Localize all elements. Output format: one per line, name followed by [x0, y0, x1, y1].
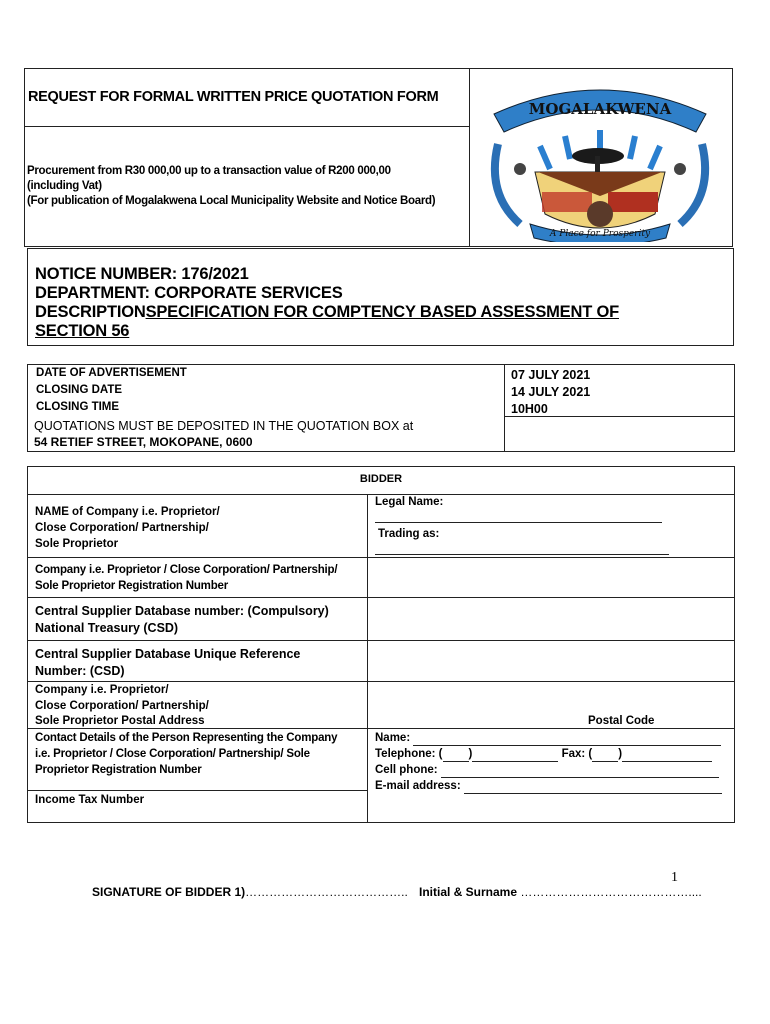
postal-address-label [35, 683, 209, 730]
deposit-instructions [34, 418, 413, 450]
description-label: DESCRIPTION [35, 303, 146, 321]
procurement-line-1: Procurement from R30 000,00 up to a transaction value of R200 000,00 [27, 165, 391, 177]
postal-code-label [588, 714, 728, 729]
csd-number-label [35, 603, 329, 637]
signature-line [92, 885, 408, 899]
initial-surname-label: Initial & Surname [419, 885, 518, 899]
header-divider [469, 68, 470, 247]
page-number: 1 [671, 870, 678, 885]
csd-ref-label-line-2: Number: (CSD) [35, 664, 125, 678]
contact-cell-row [375, 762, 722, 778]
registration-number-label [35, 562, 337, 594]
signature-label: SIGNATURE OF BIDDER 1) [92, 885, 246, 899]
company-name-label-line-1: NAME of Company i.e. Proprietor/ [35, 506, 220, 518]
description-text: SPECIFICATION FOR COMPTENCY BASED ASSESSMENT OF [145, 303, 619, 321]
notice-description [35, 303, 619, 322]
contact-name-field[interactable] [413, 733, 721, 746]
contact-label-line-2: i.e. Proprietor / Close Corporation/ Partnership/ Sole [35, 748, 310, 760]
procurement-line-3: (For publication of Mogalakwena Local Municipality Website and Notice Board) [27, 195, 436, 207]
income-tax-field[interactable] [368, 791, 734, 822]
company-name-label [35, 504, 220, 552]
notice-department: DEPARTMENT: CORPORATE SERVICES [35, 284, 343, 302]
closing-time-value: 10H00 [511, 402, 548, 416]
company-name-label-line-3: Sole Proprietor [35, 538, 119, 550]
notice-number: NOTICE NUMBER: 176/2021 [35, 265, 249, 283]
initial-surname-field[interactable]: …………………………………….... [520, 885, 702, 899]
telephone-code-field[interactable] [443, 749, 469, 762]
initial-surname-line [419, 885, 702, 899]
contact-name-row [375, 730, 722, 746]
csd-ref-label-line-1: Central Supplier Database Unique Reference [35, 647, 301, 661]
postal-label-line-3: Sole Proprietor Postal Address [35, 715, 205, 727]
logo-name-text: MOGALAKWENA [528, 100, 672, 118]
logo-motto-text: A Place for Prosperity [549, 229, 651, 239]
date-labels [36, 365, 187, 416]
csd-number-field[interactable] [368, 598, 734, 640]
csd-label-line-1: Central Supplier Database number: (Compulsory) [35, 604, 329, 618]
procurement-line-2: (including Vat) [27, 180, 102, 192]
cell-phone-field[interactable] [441, 765, 719, 778]
dates-divider [504, 364, 505, 452]
closing-date-value: 14 JULY 2021 [511, 385, 591, 399]
legal-name-label: Legal Name: [375, 496, 444, 508]
legal-name-field[interactable] [375, 522, 662, 523]
contact-phone-row: Telephone: ( ) Fax: ( ) [375, 746, 722, 762]
form-title: REQUEST FOR FORMAL WRITTEN PRICE QUOTATION FORM [28, 89, 439, 105]
contact-fields [375, 730, 722, 794]
postal-label-line-2: Close Corporation/ Partnership/ [35, 699, 209, 712]
csd-reference-label [35, 646, 300, 680]
notice-description-line-2: SECTION 56 [35, 322, 130, 340]
registration-label-line-2: Sole Proprietor Registration Number [35, 580, 229, 592]
income-tax-label: Income Tax Number [35, 794, 145, 806]
notice-block [35, 265, 619, 341]
advertisement-date-label: DATE OF ADVERTISEMENT [36, 367, 187, 379]
postal-label-line-1: Company i.e. Proprietor/ [35, 684, 169, 696]
deposit-line-1: QUOTATIONS MUST BE DEPOSITED IN THE QUOTATION BOX at [34, 419, 414, 433]
row-rule-4 [27, 681, 735, 682]
bidder-heading: BIDDER [359, 473, 403, 485]
row-rule-6 [27, 790, 367, 791]
signature-field[interactable]: ………………………………….. [245, 885, 408, 899]
telephone-field[interactable] [472, 749, 558, 762]
email-label: E-mail address: [375, 780, 461, 792]
contact-details-label [35, 730, 337, 778]
registration-label-line-1: Company i.e. Proprietor / Close Corporation/ Partnership/ [35, 564, 338, 576]
trading-as-field[interactable] [375, 554, 669, 555]
contact-label-line-3: Proprietor Registration Number [35, 764, 202, 776]
company-name-label-line-2: Close Corporation/ Partnership/ [35, 522, 209, 534]
csd-reference-field[interactable] [368, 641, 734, 681]
municipality-logo [480, 74, 720, 242]
fax-code-field[interactable] [592, 749, 618, 762]
registration-number-field[interactable] [368, 558, 734, 597]
closing-time-label: CLOSING TIME [36, 401, 120, 413]
cell-phone-label: Cell phone: [375, 764, 438, 776]
closing-date-label: CLOSING DATE [36, 384, 123, 396]
contact-name-label: Name: [375, 732, 411, 744]
postal-code-text: Postal Code [588, 715, 655, 727]
contact-label-line-1: Contact Details of the Person Representing the Company [35, 732, 338, 744]
fax-field[interactable] [622, 749, 712, 762]
csd-label-line-2: National Treasury (CSD) [35, 621, 179, 635]
procurement-text [27, 164, 435, 209]
trading-as-label: Trading as: [378, 528, 440, 540]
advertisement-date-value: 07 JULY 2021 [511, 368, 591, 382]
fax-label: Fax: ( [561, 748, 593, 760]
postal-code-field[interactable] [658, 716, 728, 729]
deposit-address: 54 RETIEF STREET, MOKOPANE, 0600 [34, 435, 253, 449]
telephone-label: Telephone: ( [375, 748, 443, 760]
header-title-rule [24, 126, 470, 127]
date-values [511, 367, 590, 418]
